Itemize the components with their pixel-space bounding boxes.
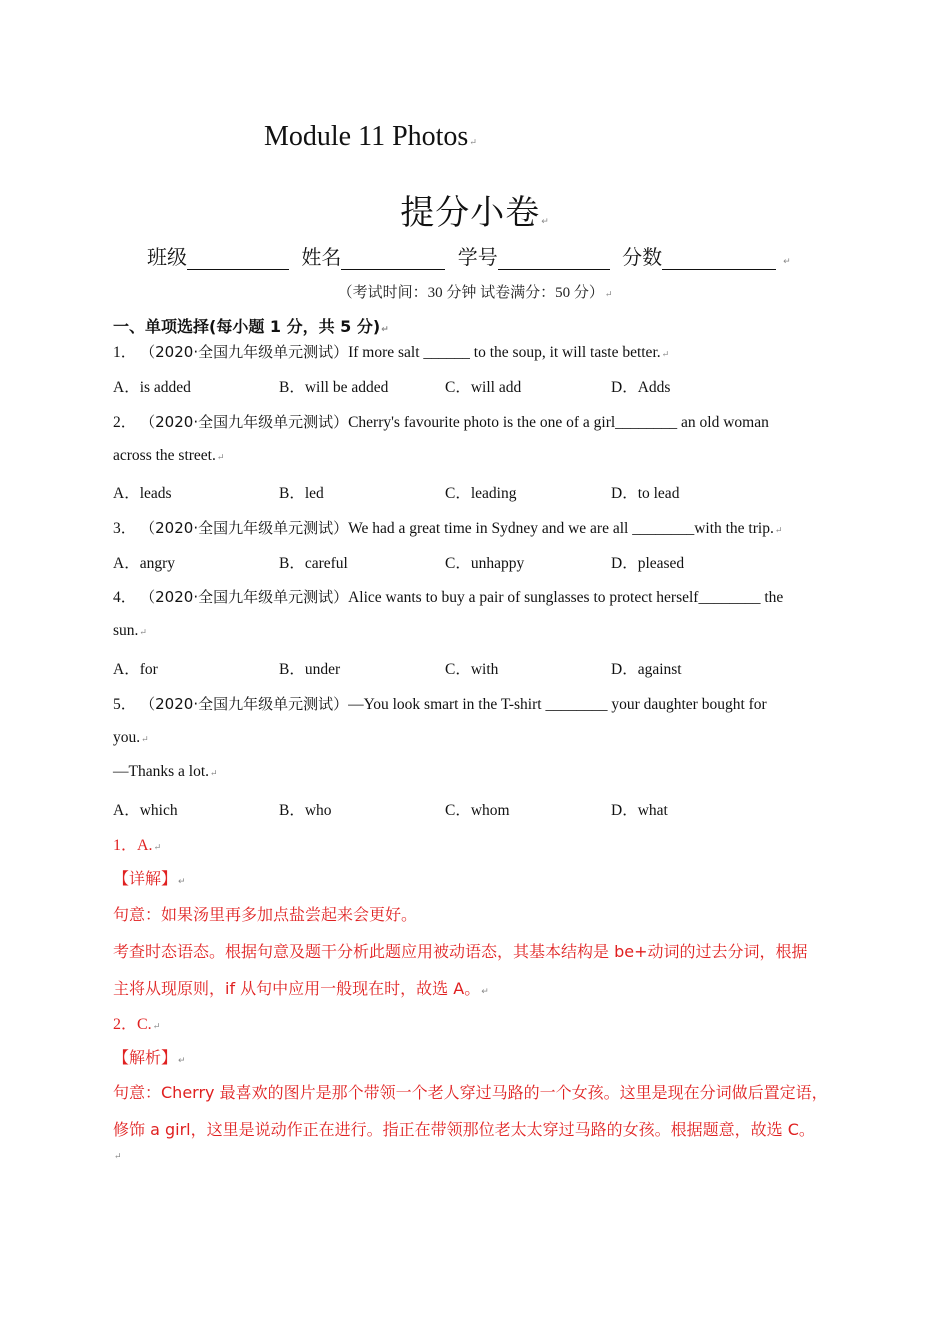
question-5-reply: —Thanks a lot.↵ xyxy=(113,763,218,780)
q3-option-b: B．careful xyxy=(279,555,348,572)
question-5: 5． （2020·全国九年级单元测试）—You look smart in the T-shirt ________ your daughter bought for xyxy=(113,695,767,713)
question-1: 1． （2020·全国九年级单元测试）If more salt ______ to the soup, it will taste better.↵ xyxy=(113,343,670,361)
answer-2-tag: 【解析】↵ xyxy=(113,1048,186,1067)
q3-option-d: D．pleased xyxy=(611,555,685,572)
answer-1-line-1: 句意：如果汤里再多加点盐尝起来会更好。 xyxy=(113,905,418,924)
q1-option-b: B．will be added xyxy=(279,379,389,396)
q2-option-b: B．led xyxy=(279,485,324,502)
q1-option-a: A．is added xyxy=(113,379,191,396)
q3-option-a: A．angry xyxy=(113,555,175,572)
student-id-blank xyxy=(498,249,610,270)
section-heading: 一、单项选择(每小题 1 分，共 5 分)↵ xyxy=(113,317,389,336)
q1-option-c: C．will add xyxy=(445,379,522,396)
question-4-continued: sun.↵ xyxy=(113,622,147,639)
question-2-continued: across the street.↵ xyxy=(113,447,225,464)
q5-option-c: C．whom xyxy=(445,802,510,819)
answer-2-line-2: 修饰 a girl，这里是说动作正在进行。指正在带领那位老太太穿过马路的女孩。根据题意，故选 C。 xyxy=(113,1120,815,1139)
q2-option-d: D．to lead xyxy=(611,485,680,502)
name-blank xyxy=(341,249,445,270)
question-4: 4． （2020·全国九年级单元测试）Alice wants to buy a pair of sunglasses to protect herself________ the xyxy=(113,588,784,606)
q4-option-d: D．against xyxy=(611,661,682,678)
q1-option-d: D．Adds xyxy=(611,379,671,396)
page-subtitle: 提分小卷↵ xyxy=(400,193,550,233)
name-label: 姓名 xyxy=(301,245,342,269)
answer-1-line-2: 考查时态语态。根据句意及题干分析此题应用被动语态，其基本结构是 be+动词的过去分词，根据 xyxy=(113,942,808,961)
page-title: Module 11 Photos↵ xyxy=(264,121,477,152)
q4-option-a: A．for xyxy=(113,661,158,678)
question-3: 3． （2020·全国九年级单元测试）We had a great time in Sydney and we are all ________with the trip.↵ xyxy=(113,519,783,537)
student-id-label: 学号 xyxy=(457,245,498,269)
q4-option-b: B．under xyxy=(279,661,341,678)
answer-2-line-1: 句意：Cherry 最喜欢的图片是那个带领一个老人穿过马路的一个女孩。这里是现在分词做后置定语， xyxy=(113,1083,828,1102)
q2-option-c: C．leading xyxy=(445,485,517,502)
q5-option-a: A．which xyxy=(113,802,178,819)
q5-option-d: D．what xyxy=(611,802,668,819)
q3-option-c: C．unhappy xyxy=(445,555,525,572)
score-label: 分数 xyxy=(622,245,663,269)
student-info-line: 班级 姓名 学号 分数 ↵ xyxy=(147,245,791,269)
paragraph-mark: ↵ xyxy=(114,1151,122,1161)
exam-time-info: （考试时间：30 分钟 试卷满分：50 分）↵ xyxy=(337,285,613,301)
q2-option-a: A．leads xyxy=(113,485,172,502)
question-2: 2． （2020·全国九年级单元测试）Cherry's favourite photo is the one of a girl________ an old woman xyxy=(113,413,769,431)
question-5-continued: you.↵ xyxy=(113,729,149,746)
class-label: 班级 xyxy=(147,245,187,269)
q5-option-b: B．who xyxy=(279,802,332,819)
answer-1-tag: 【详解】↵ xyxy=(113,869,186,888)
score-blank xyxy=(662,249,776,270)
answer-1-line-3: 主将从现原则，if 从句中应用一般现在时，故选 A。↵ xyxy=(113,979,489,998)
q4-option-c: C．with xyxy=(445,661,499,678)
class-blank xyxy=(187,249,289,270)
answer-2-label: 2．C.↵ xyxy=(113,1016,161,1033)
answer-1-label: 1．A.↵ xyxy=(113,837,162,854)
